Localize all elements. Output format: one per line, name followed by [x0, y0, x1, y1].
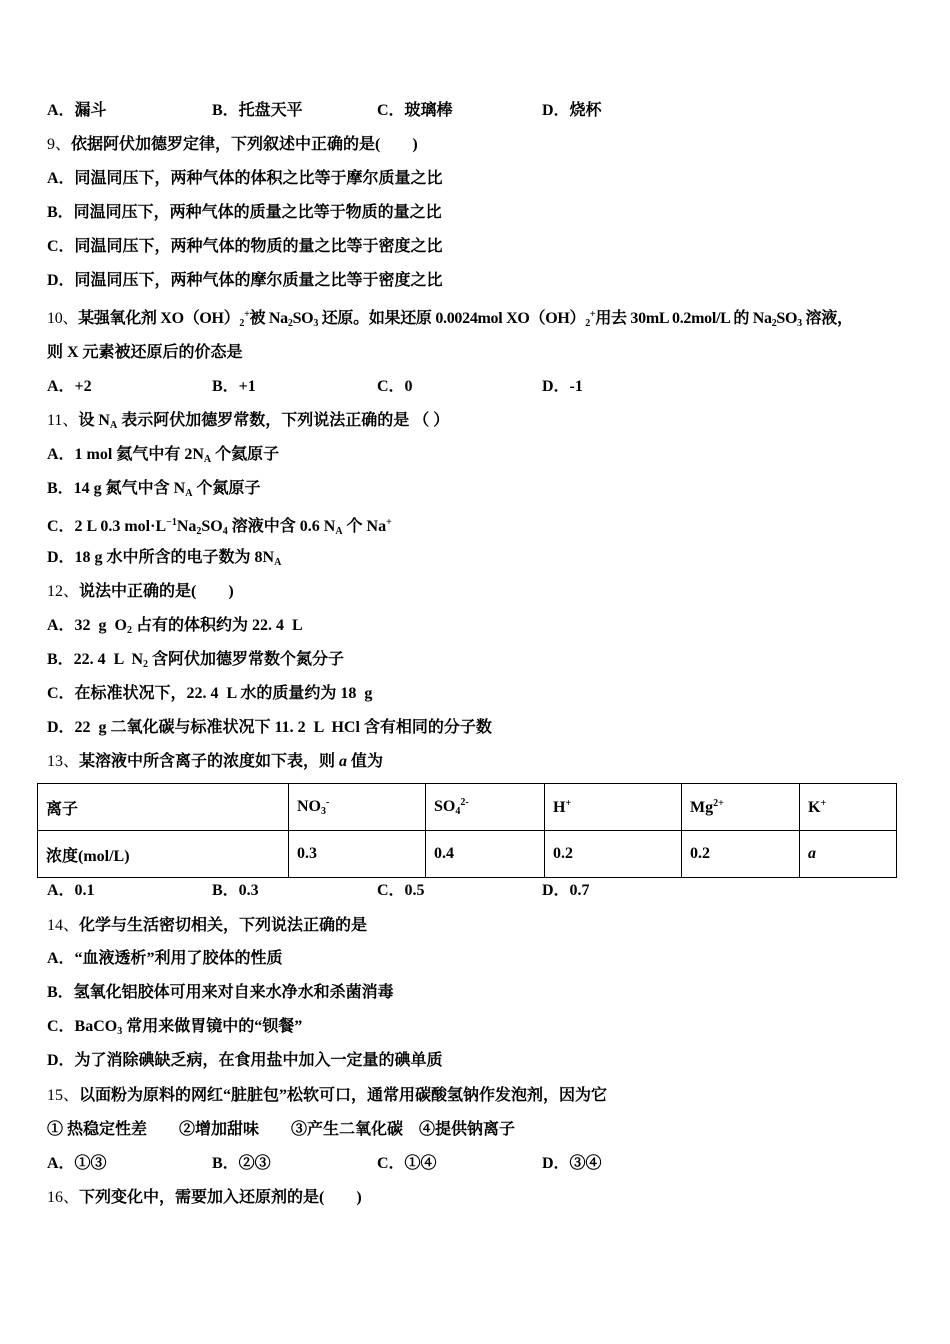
- question-number: 14、: [47, 917, 80, 934]
- q14-option-a: [47, 949, 283, 969]
- q9-option-c: [47, 237, 443, 257]
- subscript: 2: [287, 318, 293, 329]
- question-text: [71, 136, 418, 153]
- option-a: A．①③: [47, 1155, 107, 1172]
- text-segment: 占有的体积约为 22. 4 L: [132, 617, 303, 634]
- option-d: D．-1: [542, 378, 583, 395]
- q15-choices: ① 热稳定性差 ②增加甜味 ③产生二氧化碳 ④提供钠离子: [47, 1121, 516, 1138]
- option-b: B．②③: [212, 1155, 271, 1172]
- text-segment: SO: [434, 798, 456, 815]
- q12-option-a: [47, 616, 303, 641]
- table-cell: [800, 831, 897, 878]
- text-segment: C．2 L 0.3 mol·L: [47, 518, 167, 535]
- q11-option-c: [47, 513, 392, 542]
- text-segment: A．1 mol 氦气中有 2N: [47, 446, 204, 463]
- subscript: 3: [797, 318, 802, 329]
- option-a: A．0.1: [47, 882, 95, 899]
- superscript: 2-: [460, 797, 469, 808]
- question-text: [79, 1189, 362, 1206]
- superscript: −1: [166, 517, 177, 528]
- q11-stem: [47, 411, 449, 436]
- subscript: 2: [239, 318, 245, 329]
- table-cell: [289, 784, 426, 831]
- subscript: A: [109, 420, 118, 431]
- text-segment: 0.2: [690, 845, 710, 862]
- text-segment: 表示阿伏加德罗常数，下列说法正确的是 （ ）: [117, 412, 450, 429]
- q11-option-d: [47, 548, 281, 573]
- question-text: [79, 1087, 607, 1104]
- subscript: A: [203, 454, 212, 465]
- question-text: [79, 917, 367, 934]
- subscript: 2: [143, 659, 149, 670]
- q10-stem-continued: [47, 343, 243, 363]
- ion-concentration-table: [37, 783, 897, 878]
- text-segment: 0.2: [553, 845, 573, 862]
- q11-option-b: [47, 479, 260, 504]
- text-segment: C．BaCO: [47, 1018, 118, 1035]
- question-number: 12、: [47, 583, 80, 600]
- option-c: C．①④: [377, 1155, 437, 1172]
- question-text: [79, 583, 234, 600]
- text-segment: 常用来做胃镜中的“钡餐”: [122, 1018, 303, 1035]
- italic-variable: a: [339, 753, 348, 770]
- question-number: 11、: [47, 412, 79, 429]
- table-cell: [289, 831, 426, 878]
- question-number: 15、: [47, 1087, 80, 1104]
- superscript: +: [589, 309, 596, 320]
- question-text: [78, 310, 853, 327]
- text-segment: 设 N: [78, 412, 110, 429]
- subscript: 4: [455, 806, 461, 817]
- q9-stem: [47, 135, 418, 155]
- option-b: B．+1: [212, 378, 256, 395]
- text-segment: 个氦原子: [211, 446, 280, 463]
- table-header-row: [38, 784, 897, 831]
- text-segment: A．“血液透析”利用了胶体的性质: [47, 950, 283, 967]
- table-cell: [545, 784, 682, 831]
- text-segment: 则 X 元素被还原后的价态是: [47, 344, 243, 361]
- q12-stem: [47, 582, 234, 602]
- text-segment: B．22. 4 L N: [47, 651, 144, 668]
- question-number: 13、: [47, 753, 80, 770]
- text-segment: 0.3: [297, 845, 317, 862]
- table-cell: [682, 784, 800, 831]
- q10-stem: [47, 305, 853, 334]
- table-cell: [682, 831, 800, 878]
- text-segment: 用去 30mL 0.2mol/L 的 Na: [595, 310, 772, 327]
- text-segment: D．同温同压下，两种气体的摩尔质量之比等于密度之比: [47, 272, 443, 289]
- q14-option-c: [47, 1017, 302, 1042]
- italic-variable: a: [808, 845, 816, 862]
- option-c: C．0: [377, 378, 413, 395]
- subscript: 2: [585, 318, 590, 329]
- question-number: 16、: [47, 1189, 80, 1206]
- subscript: 2: [196, 526, 202, 537]
- table-cell: [426, 831, 545, 878]
- q15-stem: [47, 1086, 607, 1106]
- q9-option-d: [47, 271, 443, 291]
- text-segment: H: [553, 798, 566, 816]
- text-segment: C．同温同压下，两种气体的物质的量之比等于密度之比: [47, 238, 443, 255]
- text-segment: 以面粉为原料的网红“脏脏包”松软可口，通常用碳酸氢钠作发泡剂，因为它: [79, 1087, 608, 1104]
- text-segment: Mg: [690, 798, 714, 816]
- question-text: [78, 412, 449, 429]
- text-segment: 溶液，: [801, 310, 853, 327]
- text-segment: SO: [776, 310, 798, 327]
- table-cell: [545, 831, 682, 878]
- option-d: D．0.7: [542, 882, 590, 899]
- question-text: [79, 753, 383, 770]
- option-d: D．烧杯: [542, 102, 602, 119]
- q9-option-b: [47, 203, 442, 223]
- text-segment: 含阿伏加德罗常数个氮分子: [148, 651, 345, 668]
- text-segment: 浓度(mol/L): [46, 847, 130, 865]
- table-cell: [426, 784, 545, 831]
- q12-option-b: [47, 650, 344, 675]
- text-segment: D．22 g 二氧化碳与标准状况下 11. 2 L HCl 含有相同的分子数: [47, 719, 492, 736]
- subscript: 3: [321, 806, 326, 817]
- q14-stem: [47, 916, 367, 936]
- text-segment: 被 Na: [249, 310, 288, 327]
- text-segment: 个氮原子: [192, 480, 261, 497]
- option-b: B．0.3: [212, 882, 259, 899]
- superscript: +: [386, 517, 392, 528]
- text-segment: 某溶液中所含离子的浓度如下表，则: [79, 753, 340, 770]
- option-a: A．+2: [47, 378, 92, 395]
- text-segment: 0.4: [434, 845, 454, 862]
- text-segment: B．同温同压下，两种气体的质量之比等于物质的量之比: [47, 204, 442, 221]
- superscript: +: [820, 797, 827, 809]
- subscript: 3: [313, 318, 319, 329]
- option-c: C．0.5: [377, 882, 425, 899]
- text-segment: A．同温同压下，两种气体的体积之比等于摩尔质量之比: [47, 170, 443, 187]
- q9-option-a: [47, 169, 443, 189]
- text-segment: D．18 g 水中所含的电子数为 8N: [47, 549, 275, 566]
- subscript: A: [185, 488, 193, 499]
- text-segment: 依据阿伏加德罗定律，下列叙述中正确的是( ): [71, 136, 418, 153]
- text-segment: K: [808, 798, 821, 816]
- q12-option-d: [47, 718, 492, 738]
- superscript: +: [244, 309, 250, 320]
- text-segment: 个 Na: [342, 518, 387, 535]
- text-segment: 值为: [347, 753, 384, 770]
- question-number: 10、: [47, 310, 79, 327]
- option-c: C．玻璃棒: [377, 102, 453, 119]
- text-segment: B．14 g 氮气中含 N: [47, 480, 186, 497]
- text-segment: Na: [176, 518, 197, 535]
- text-segment: 还原。如果还原 0.0024mol XO（OH）: [318, 310, 586, 327]
- text-segment: SO: [292, 310, 314, 327]
- text-segment: NO: [297, 798, 321, 815]
- text-segment: D．为了消除碘缺乏病，在食用盐中加入一定量的碘单质: [47, 1052, 443, 1069]
- q14-option-d: [47, 1051, 443, 1071]
- text-segment: SO: [201, 518, 223, 535]
- table-row: [38, 831, 897, 878]
- text-segment: 化学与生活密切相关，下列说法正确的是: [79, 917, 368, 934]
- text-segment: A．32 g O: [47, 617, 128, 634]
- option-d: D．③④: [542, 1155, 602, 1172]
- text-segment: 某强氧化剂 XO（OH）: [78, 310, 240, 327]
- q13-stem: [47, 752, 383, 772]
- text-segment: 下列变化中，需要加入还原剂的是( ): [79, 1189, 362, 1206]
- text-segment: 溶液中含 0.6 N: [227, 518, 336, 535]
- table-cell: [38, 784, 289, 831]
- text-segment: 说法中正确的是( ): [79, 583, 234, 600]
- subscript: A: [335, 526, 343, 537]
- subscript: A: [274, 557, 282, 568]
- subscript: 4: [222, 526, 228, 537]
- table-cell: [800, 784, 897, 831]
- option-b: B．托盘天平: [212, 102, 303, 119]
- question-number: 9、: [47, 136, 72, 153]
- text-segment: B．氢氧化铝胶体可用来对自来水净水和杀菌消毒: [47, 984, 394, 1001]
- superscript: +: [565, 797, 572, 809]
- option-a: A．漏斗: [47, 102, 107, 119]
- subscript: 2: [127, 625, 133, 636]
- q11-option-a: [47, 445, 279, 470]
- superscript: -: [326, 797, 330, 808]
- subscript: 3: [117, 1026, 123, 1037]
- q14-option-b: [47, 983, 394, 1003]
- superscript: 2+: [713, 797, 724, 809]
- q12-option-c: [47, 684, 372, 704]
- q16-stem: [47, 1188, 362, 1208]
- text-segment: C．在标准状况下，22. 4 L 水的质量约为 18 g: [47, 685, 373, 702]
- table-cell: [38, 831, 289, 878]
- subscript: 2: [771, 318, 777, 329]
- text-segment: 离子: [46, 800, 79, 818]
